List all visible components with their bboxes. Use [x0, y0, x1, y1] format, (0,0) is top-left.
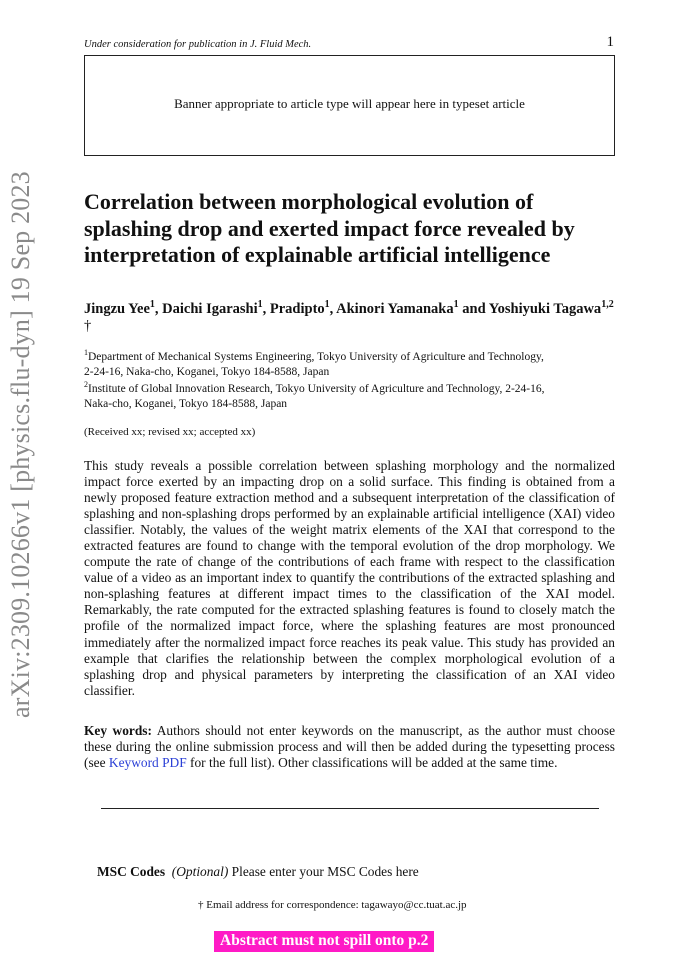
author-connector: and [462, 300, 486, 317]
author-affil-sup: 1 [149, 299, 155, 310]
paper-title [84, 189, 624, 269]
affiliation-line: 2-24-16, Naka-cho, Koganei, Tokyo 184-8588, Japan [84, 365, 330, 378]
running-head: Under consideration for publication in J. Fluid Mech. [84, 39, 312, 50]
banner-box [84, 55, 615, 156]
author-affil-sup: 1 [324, 299, 330, 310]
received-dates: (Received xx; revised xx; accepted xx) [84, 426, 256, 438]
arxiv-identifier: arXiv:2309.10266v1 [physics.flu-dyn] 19 Sep 2023 [6, 171, 35, 718]
title-line: interpretation of explainable artificial intelligence [84, 242, 551, 267]
title-line: splashing drop and exerted impact force revealed by [84, 215, 575, 241]
author-name: Jingzu Yee [84, 300, 150, 317]
author-affil-sup: 1 [453, 299, 459, 310]
footnote-email: † Email address for correspondence: tagawayo@cc.tuat.ac.jp [198, 899, 467, 911]
author-affil-sup: 1,2 [601, 299, 614, 310]
divider [101, 808, 599, 809]
author-name: Daichi Igarashi [162, 300, 258, 317]
keywords-paragraph [84, 723, 615, 771]
page-number: 1 [606, 34, 614, 50]
keywords-text: Authors should not enter keywords on the manuscript, as the author must choose these during the online submission process and will then be added during the typesetting process (see [84, 723, 616, 771]
affiliation-2 [84, 377, 624, 412]
banner-text: Banner appropriate to article type will appear here in typeset article [174, 96, 525, 111]
affiliation-1 [84, 345, 624, 380]
abstract-length-warning: Abstract must not spill onto p.2 [214, 931, 434, 952]
keyword-pdf-link[interactable]: Keyword PDF [108, 755, 187, 771]
keywords-label: Key words: [84, 723, 152, 738]
author-name: Akinori Yamanaka [336, 300, 454, 317]
keywords-text: for the full list). Other classifications will be added at the same time. [190, 755, 558, 771]
affiliation-sup: 1 [84, 348, 88, 357]
affiliation-line: Institute of Global Innovation Research, Tokyo University of Agriculture and Technology, 2-24-16, [88, 382, 545, 395]
affiliation-line: Naka-cho, Koganei, Tokyo 184-8588, Japan [84, 397, 288, 410]
msc-text: Please enter your MSC Codes here [231, 864, 419, 879]
corresponding-mark: † [84, 318, 92, 335]
author-affil-sup: 1 [257, 299, 263, 310]
author-list: Jingzu Yee$^1$, Daichi Igarashi$^1$, Pradipto$^1$, Akinori Yamanaka$^1$ and Yoshiyuki Tagawa$^{1,2}$ † [84, 299, 614, 335]
abstract-text: This study reveals a possible correlation between splashing morphology and the normalized impact force exerted by an impacting drop on a solid surface. This finding is obtained from a newly proposed feature extraction method and a subsequent interpretation of the classification of splashing and non-splashing drops performed by an explainable artificial intelligence (XAI) video classifier. Notably, the values of the weight matrix elements of the XAI that correspond to the extracted features are found to change with the temporal evolution of the drop morphology. We compute the rate of change of the contributions of each frame with respect to the classification value of a video as an important index to quantify the contributions of the extracted splashing and non-splashing features at different impact times to the classification of the XAI model. Remarkably, the rate computed for the extracted splashing features is found to closely match the profile of the normalized impact force, where the splashing features are most pronounced immediately after the normalized impact force reaches its peak value. This study has provided an example that clarifies the relationship between the complex morphological evolution of a splashing drop and physical parameters by interpreting the classification of an XAI video classifier. [84, 458, 615, 698]
msc-label: MSC Codes [97, 864, 166, 879]
affiliation-line: Department of Mechanical Systems Engineering, Tokyo University of Agriculture and Technology, [88, 350, 544, 363]
msc-optional: (Optional) [171, 864, 229, 879]
author-name: Pradipto [269, 300, 325, 317]
affiliation-sup: 2 [84, 380, 88, 389]
msc-codes [97, 864, 419, 880]
title-line: Correlation between morphological evolution of [84, 189, 534, 214]
author-name: Yoshiyuki Tagawa [488, 300, 602, 317]
